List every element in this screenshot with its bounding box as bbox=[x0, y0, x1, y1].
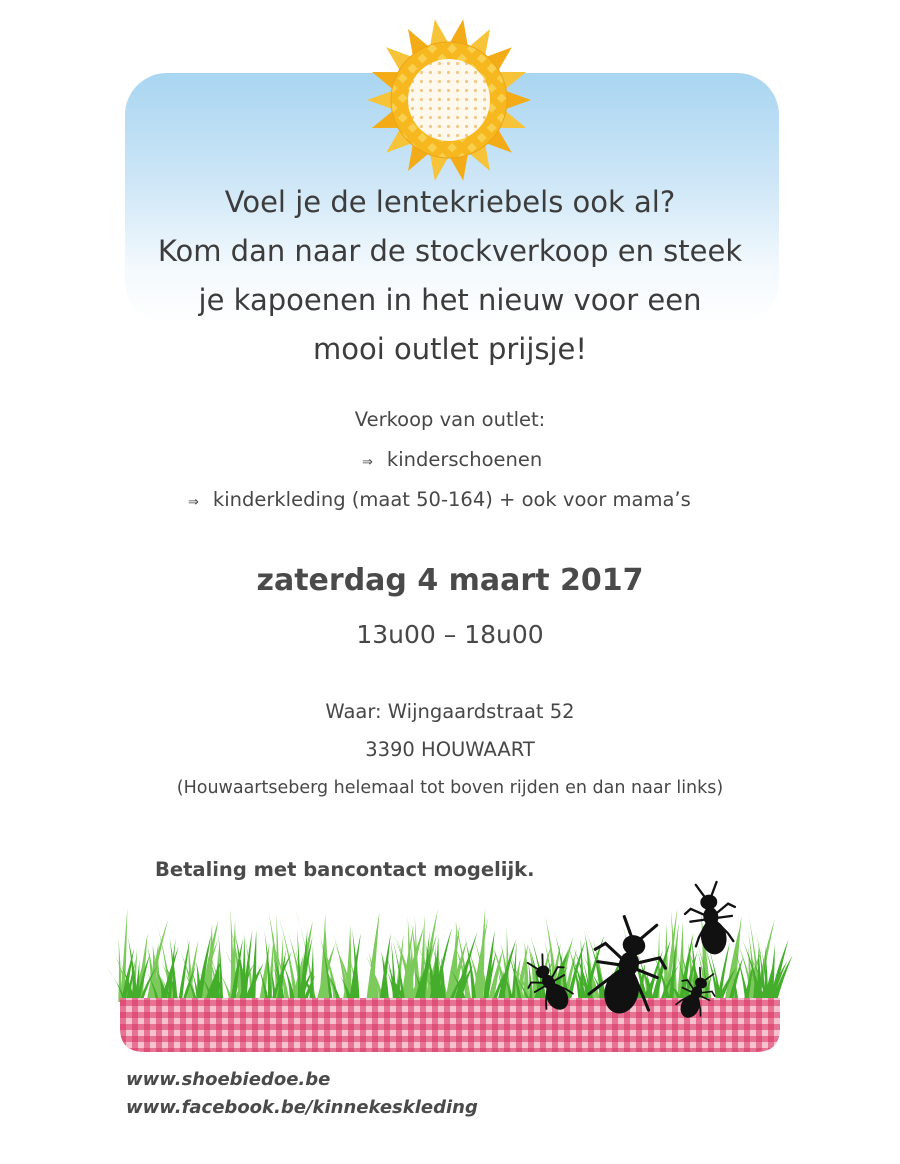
city-line: 3390 HOUWAART bbox=[365, 738, 535, 761]
sale-item bbox=[362, 448, 542, 471]
sale-intro: Verkoop van outlet: bbox=[354, 408, 546, 431]
headline-line-3: je kapoenen in het nieuw voor een bbox=[198, 283, 702, 317]
headline bbox=[90, 178, 810, 374]
sale-item bbox=[188, 488, 691, 511]
sale-item-label: kinderkleding (maat 50-164) + ook voor mama’s bbox=[212, 488, 691, 511]
payment-note: Betaling met bancontact mogelijk. bbox=[155, 858, 535, 881]
headline-line-4: mooi outlet prijsje! bbox=[312, 332, 588, 366]
event-time: 13u00 – 18u00 bbox=[356, 620, 544, 649]
directions-note: (Houwaartseberg helemaal tot boven rijden en dan naar links) bbox=[176, 778, 724, 798]
arrow-bullet-icon: ⇒ bbox=[362, 455, 373, 470]
website-link[interactable]: www.shoebiedoe.be bbox=[126, 1069, 331, 1090]
ant-icon bbox=[681, 880, 741, 957]
headline-line-2: Kom dan naar de stockverkoop en steek bbox=[157, 234, 743, 268]
footer-links bbox=[126, 1066, 478, 1122]
address-line: Waar: Wijngaardstraat 52 bbox=[325, 700, 575, 723]
headline-line-1: Voel je de lentekriebels ook al? bbox=[224, 185, 676, 219]
picnic-illustration bbox=[108, 880, 792, 1055]
sale-item-label: kinderschoenen bbox=[386, 448, 543, 471]
arrow-bullet-icon: ⇒ bbox=[188, 495, 199, 510]
facebook-link[interactable]: www.facebook.be/kinnekeskleding bbox=[126, 1097, 478, 1118]
event-date: zaterdag 4 maart 2017 bbox=[256, 563, 644, 598]
sun-icon bbox=[363, 14, 535, 186]
